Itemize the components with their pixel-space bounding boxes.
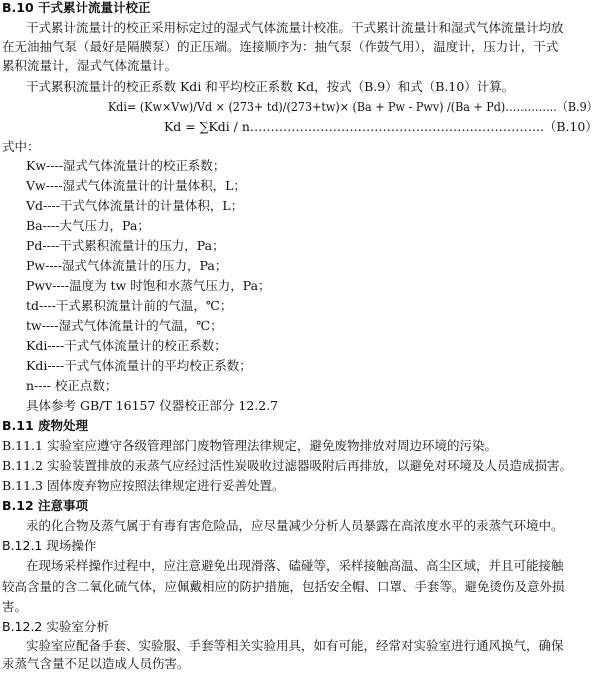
equation-b10: Kd = ∑Kdi / n……………………………………………………………..（B.10） xyxy=(164,119,598,134)
definition-item: Vd----干式气体流量计的计量体积，L； xyxy=(26,198,244,213)
paragraph-line: 汞蒸气含量不足以造成人员伤害。 xyxy=(2,656,190,671)
section-heading-b10: B.10 干式累计流量计校正 xyxy=(2,0,151,15)
subsection-title-b12-2: B.12.2 实验室分析 xyxy=(2,619,109,634)
definition-item: Kw----湿式气体流量计的校正系数； xyxy=(26,158,226,173)
section-heading-b11: B.11 废物处理 xyxy=(2,418,89,433)
paragraph-line: 干式累积流量计的校正系数 Kdi 和平均校正系数 Kd，按式（B.9）和式（B.10）计算。 xyxy=(26,79,515,94)
clause-item: B.11.3 固体废弃物应按照法律规定进行妥善处置。 xyxy=(2,478,285,493)
subsection-title-b12-1: B.12.1 现场操作 xyxy=(2,538,97,553)
definition-item: tw----湿式气体流量计的气温，℃； xyxy=(26,318,223,333)
definition-item: Kdi----干式气体流量计的平均校正系数； xyxy=(26,358,252,373)
paragraph-line: 汞的化合物及蒸气属于有毒有害危险品，应尽量减少分析人员暴露在高浓度水平的汞蒸气环境中。 xyxy=(26,518,564,533)
clause-item: B.11.2 实验装置排放的汞蒸气应经过活性炭吸收过滤器吸附后再排放，以避免对环境及人员造成损害。 xyxy=(2,458,572,473)
paragraph-line: 害。 xyxy=(2,599,28,614)
definition-item: Pw----湿式气体流量计的压力，Pa； xyxy=(26,258,228,273)
equation-b9: Kdi= (Kw×Vw)/Vd × (273+ td)/(273+tw)× (Ba + Pw - Pwv) /(Ba + Pd)…………..（B.9） xyxy=(108,99,598,114)
section-heading-b12: B.12 注意事项 xyxy=(2,498,89,513)
definition-item: Vw----湿式气体流量计的计量体积，L； xyxy=(26,178,246,193)
paragraph-line: 累积流量计，湿式气体流量计。 xyxy=(2,58,178,73)
clause-item: B.11.1 实验室应遵守各级管理部门废物管理法律规定，避免废物排放对周边环境的污染。 xyxy=(2,438,497,453)
definition-item: td----干式累积流量计前的气温，℃； xyxy=(26,298,233,313)
definition-item: Kdi----干式气体流量计的校正系数； xyxy=(26,338,227,353)
definition-item: n---- 校正点数； xyxy=(26,378,118,393)
paragraph-line: 在无油抽气泵（最好是隔膜泵）的正压端。连接顺序为：抽气泵（作鼓气用），温度计，压力计，干式 xyxy=(2,39,559,54)
paragraph-line: 干式累计流量计的校正采用标定过的湿式气体流量计校准。干式累计流量计和湿式气体流量计均放 xyxy=(26,20,564,35)
definition-item: Pwv----温度为 tw 时饱和水蒸气压力，Pa； xyxy=(26,278,271,293)
paragraph-line: 实验室应配备手套、实验服、手套等相关实验用具，如有可能，经常对实验室进行通风换气，确保 xyxy=(26,638,564,653)
where-label: 式中： xyxy=(2,139,40,154)
paragraph-line: 较高含量的含二氧化硫气体，应佩戴相应的防护措施，包括安全帽、口罩、手套等。避免烫伤及意外损 xyxy=(2,579,565,594)
reference-note: 具体参考 GB/T 16157 仪器校正部分 12.2.7 xyxy=(26,398,279,413)
paragraph-line: 在现场采样操作过程中，应注意避免出现滑落、磕碰等，采样接触高温、高尘区域，并且可能接触 xyxy=(26,558,564,573)
definition-item: Ba----大气压力，Pa； xyxy=(26,218,150,233)
definition-item: Pd----干式累积流量计的压力，Pa； xyxy=(26,238,225,253)
